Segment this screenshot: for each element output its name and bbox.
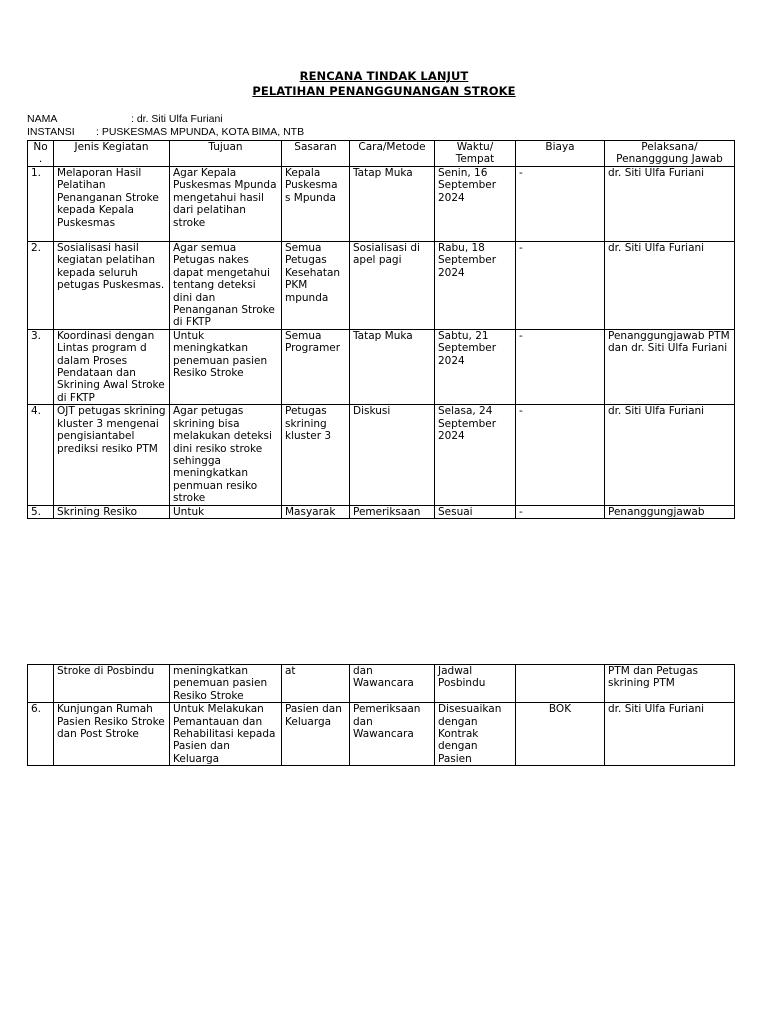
cell-biaya: - <box>516 505 605 518</box>
cell-no: 5. <box>28 505 54 518</box>
header-biaya: Biaya <box>516 141 605 167</box>
cell-waktu: Selasa, 24 September 2024 <box>435 405 516 505</box>
cell-no: 6. <box>28 703 54 766</box>
cell-jenis-kegiatan: Koordinasi dengan Lintas program d dalam Proses Pendataan dan Skrining Awal Stroke di FKTP <box>54 329 170 404</box>
cell-jenis-kegiatan: Kunjungan Rumah Pasien Resiko Stroke dan Post Stroke <box>54 703 170 766</box>
cell-pelaksana: PTM dan Petugas skrining PTM <box>605 665 735 703</box>
cell-pelaksana: dr. Siti Ulfa Furiani <box>605 703 735 766</box>
cell-jenis-kegiatan: Stroke di Posbindu <box>54 665 170 703</box>
table-row <box>28 242 735 330</box>
cell-sasaran: at <box>282 665 350 703</box>
cell-biaya: - <box>516 242 605 330</box>
cell-no: 4. <box>28 405 54 505</box>
cell-pelaksana: Penanggungjawab <box>605 505 735 518</box>
cell-waktu: Sesuai <box>435 505 516 518</box>
table-row <box>28 167 735 242</box>
header-pelaksana: Pelaksana/ Penangggung Jawab <box>605 141 735 167</box>
document-title: RENCANA TINDAK LANJUT <box>299 69 469 83</box>
table-row <box>28 405 735 505</box>
cell-sasaran: Semua Petugas Kesehatan PKM mpunda <box>282 242 350 330</box>
cell-tujuan: Agar Kepala Puskesmas Mpunda mengetahui hasil dari pelatihan stroke <box>170 167 282 242</box>
cell-metode: Tatap Muka <box>350 329 435 404</box>
cell-biaya: BOK <box>516 703 605 766</box>
nama-line <box>27 113 223 125</box>
header-tujuan: Tujuan <box>170 141 282 167</box>
table-row <box>28 703 735 766</box>
cell-jenis-kegiatan: Skrining Resiko <box>54 505 170 518</box>
table-row <box>28 505 735 518</box>
document-subtitle: PELATIHAN PENANGGUNANGAN STROKE <box>252 84 516 98</box>
cell-metode: Sosialisasi di apel pagi <box>350 242 435 330</box>
instansi-label: INSTANSI <box>27 126 75 138</box>
cell-tujuan: Agar semua Petugas nakes dapat mengetahui tentang deteksi dini dan Penanganan Stroke di FKTP <box>170 242 282 330</box>
cell-tujuan: meningkatkan penemuan pasien Resiko Stroke <box>170 665 282 703</box>
header-waktu-tempat: Waktu/ Tempat <box>435 141 516 167</box>
table-row <box>28 665 735 703</box>
header-jenis-kegiatan: Jenis Kegiatan <box>54 141 170 167</box>
cell-no: 1. <box>28 167 54 242</box>
nama-label: NAMA <box>27 113 58 125</box>
cell-sasaran: Petugas skrining kluster 3 <box>282 405 350 505</box>
cell-pelaksana: Penanggungjawab PTM dan dr. Siti Ulfa Furiani <box>605 329 735 404</box>
cell-no: 3. <box>28 329 54 404</box>
cell-sasaran: Kepala Puskesma s Mpunda <box>282 167 350 242</box>
cell-sasaran: Masyarak <box>282 505 350 518</box>
table-header-row <box>28 141 735 167</box>
cell-jenis-kegiatan: OJT petugas skrining kluster 3 mengenai pengisiantabel prediksi resiko PTM <box>54 405 170 505</box>
cell-biaya: - <box>516 405 605 505</box>
cell-no: 2. <box>28 242 54 330</box>
cell-waktu: Sabtu, 21 September 2024 <box>435 329 516 404</box>
cell-metode: dan Wawancara <box>350 665 435 703</box>
cell-biaya <box>516 665 605 703</box>
cell-pelaksana: dr. Siti Ulfa Furiani <box>605 242 735 330</box>
nama-value: : dr. Siti Ulfa Furiani <box>131 113 223 125</box>
cell-waktu: Jadwal Posbindu <box>435 665 516 703</box>
instansi-line <box>27 126 304 138</box>
cell-tujuan: Untuk Melakukan Pemantauan dan Rehabilitasi kepada Pasien dan Keluarga <box>170 703 282 766</box>
header-sasaran: Sasaran <box>282 141 350 167</box>
cell-biaya: - <box>516 167 605 242</box>
cell-tujuan: Agar petugas skrining bisa melakukan deteksi dini resiko stroke sehingga meningkatkan penmuan resiko stroke <box>170 405 282 505</box>
header-cara-metode: Cara/Metode <box>350 141 435 167</box>
cell-waktu: Senin, 16 September 2024 <box>435 167 516 242</box>
cell-jenis-kegiatan: Sosialisasi hasil kegiatan pelatihan kepada seluruh petugas Puskesmas. <box>54 242 170 330</box>
instansi-value: : PUSKESMAS MPUNDA, KOTA BIMA, NTB <box>96 126 305 138</box>
cell-sasaran: Semua Programer <box>282 329 350 404</box>
cell-jenis-kegiatan: Melaporan Hasil Pelatihan Penanganan Stroke kepada Kepala Puskesmas <box>54 167 170 242</box>
cell-metode: Diskusi <box>350 405 435 505</box>
cell-pelaksana: dr. Siti Ulfa Furiani <box>605 405 735 505</box>
cell-pelaksana: dr. Siti Ulfa Furiani <box>605 167 735 242</box>
cell-biaya: - <box>516 329 605 404</box>
header-no: No . <box>28 141 54 167</box>
cell-sasaran: Pasien dan Keluarga <box>282 703 350 766</box>
cell-waktu: Disesuaikan dengan Kontrak dengan Pasien <box>435 703 516 766</box>
cell-metode: Pemeriksaan dan Wawancara <box>350 703 435 766</box>
action-plan-table <box>27 140 735 519</box>
table-row <box>28 329 735 404</box>
cell-no <box>28 665 54 703</box>
cell-tujuan: Untuk <box>170 505 282 518</box>
cell-tujuan: Untuk meningkatkan penemuan pasien Resiko Stroke <box>170 329 282 404</box>
cell-waktu: Rabu, 18 September 2024 <box>435 242 516 330</box>
cell-metode: Tatap Muka <box>350 167 435 242</box>
action-plan-table-continued <box>27 664 735 766</box>
cell-metode: Pemeriksaan <box>350 505 435 518</box>
